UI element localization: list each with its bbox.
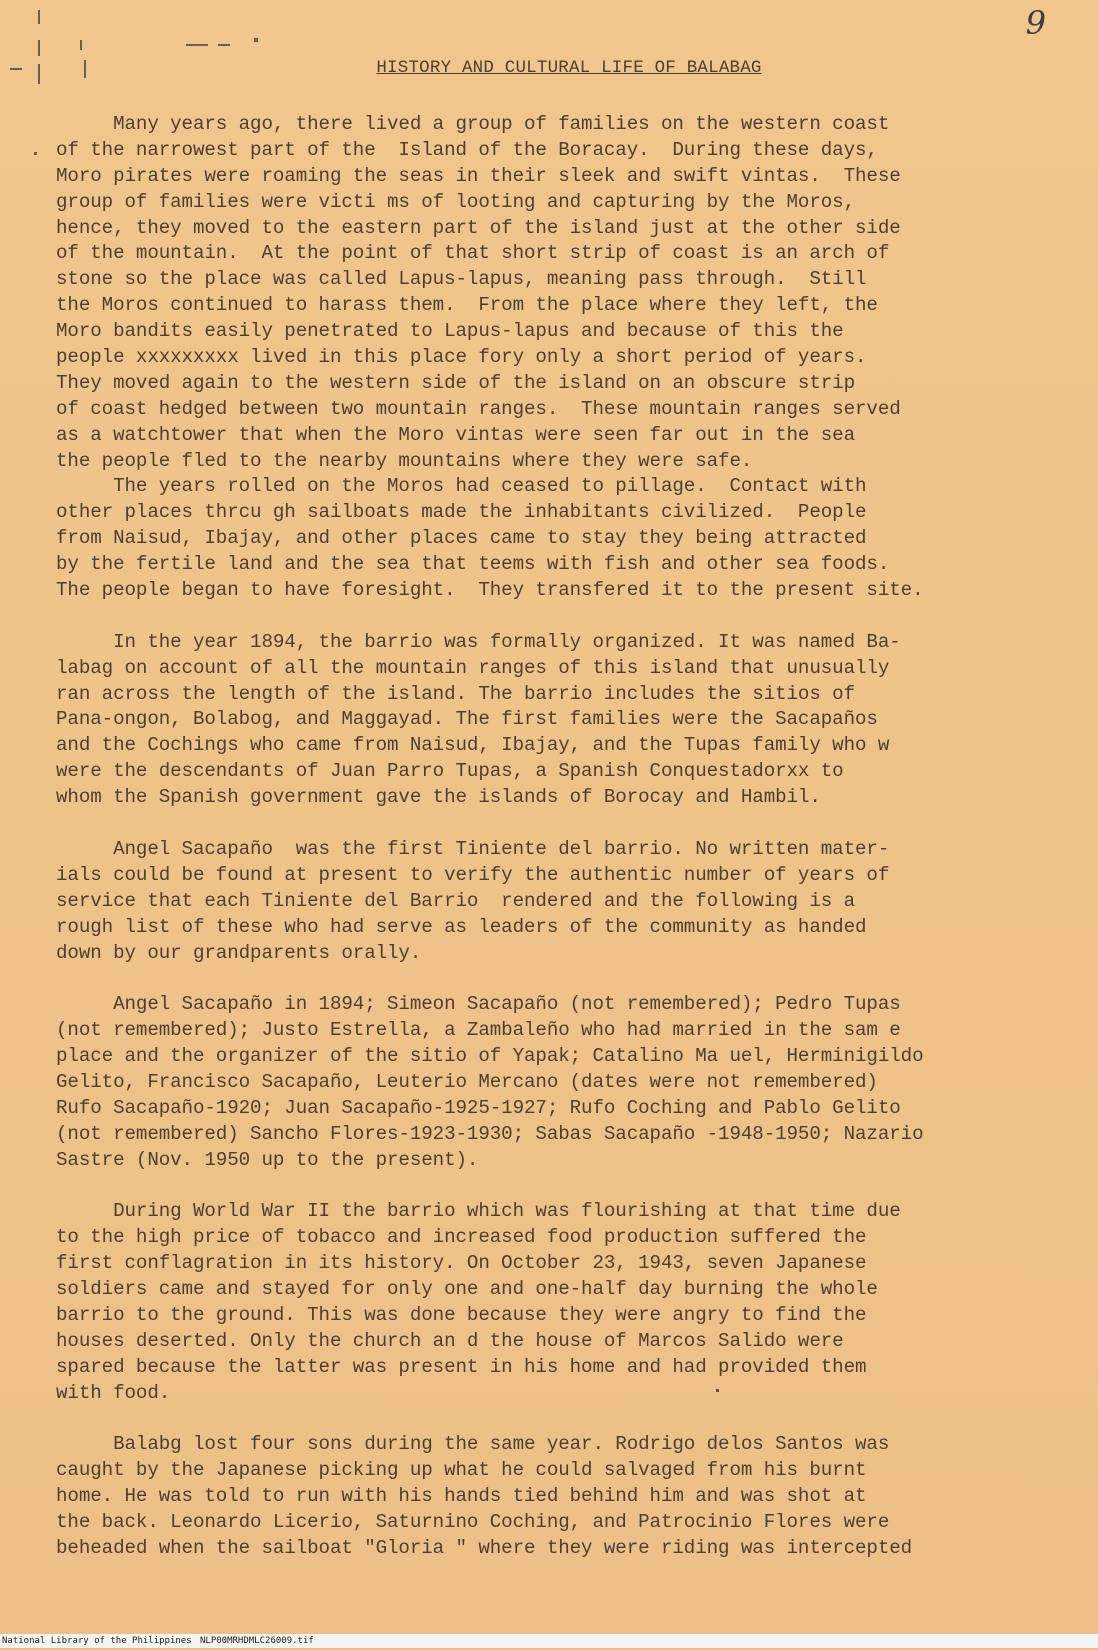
text-line: The people began to have foresight. They transfered it to the present site. bbox=[56, 579, 924, 602]
text-line: Balabg lost four sons during the same year. Rodrigo delos Santos was bbox=[56, 1433, 890, 1456]
text-line: spared because the latter was present in his home and had provided them bbox=[56, 1355, 867, 1378]
text-line: hence, they moved to the eastern part of the island just at the other side bbox=[56, 216, 901, 239]
text-line: of the narrowest part of the Island of the Boracay. During these days, bbox=[56, 138, 878, 161]
text-line: Many years ago, there lived a group of families on the western coast bbox=[56, 113, 890, 135]
text-line: ials could be found at present to verify the authentic number of years of bbox=[56, 863, 890, 886]
text-line: Moro pirates were roaming the seas in their sleek and swift vintas. These bbox=[56, 164, 901, 187]
text-line: ran across the length of the island. The barrio includes the sitios of bbox=[56, 682, 856, 705]
text-line: to the high price of tobacco and increased food production suffered the bbox=[56, 1226, 867, 1249]
text-line: The years rolled on the Moros had ceased to pillage. Contact with bbox=[56, 475, 867, 498]
text-line: and the Cochings who came from Naisud, Ibajay, and the Tupas family who w bbox=[56, 734, 890, 757]
paragraph-gap bbox=[56, 811, 1066, 837]
scan-footer bbox=[0, 1634, 1098, 1648]
text-line: the people fled to the nearby mountains where they were safe. bbox=[56, 449, 753, 472]
text-line: of the mountain. At the point of that short strip of coast is an arch of bbox=[56, 242, 890, 265]
footer-library: National Library of the Philippines bbox=[2, 1636, 192, 1646]
text-line: (not remembered) Sancho Flores-1923-1930; Sabas Sacapaño -1948-1950; Nazario bbox=[56, 1122, 924, 1145]
text-line: Angel Sacapaño was the first Tiniente del barrio. No written mater- bbox=[56, 837, 890, 860]
page-title: HISTORY AND CULTURAL LIFE OF BALABAG bbox=[376, 58, 762, 78]
paragraph-gap bbox=[56, 604, 1066, 630]
paragraph-gap bbox=[56, 1174, 1066, 1200]
ink-dot bbox=[716, 1389, 719, 1392]
text-line: down by our grandparents orally. bbox=[56, 941, 422, 964]
text-line: the back. Leonardo Licerio, Saturnino Coching, and Patrocinio Flores were bbox=[56, 1511, 890, 1534]
text-line: of coast hedged between two mountain ranges. These mountain ranges served bbox=[56, 397, 901, 420]
text-line: beheaded when the sailboat "Gloria " where they were riding was intercepted bbox=[56, 1536, 913, 1559]
text-line: rough list of these who had serve as leaders of the community as handed bbox=[56, 915, 867, 938]
paragraph-gap bbox=[56, 966, 1066, 992]
text-line: from Naisud, Ibajay, and other places came to stay they being attracted bbox=[56, 527, 867, 550]
text-line: caught by the Japanese picking up what he could salvaged from his burnt bbox=[56, 1459, 867, 1482]
text-line: Sastre (Nov. 1950 up to the present). bbox=[56, 1148, 479, 1171]
paragraph-gap bbox=[56, 1407, 1066, 1433]
text-line: stone so the place was called Lapus-lapus, meaning pass through. Still bbox=[56, 268, 867, 291]
text-line: They moved again to the western side of the island on an obscure strip bbox=[56, 371, 856, 394]
text-line: people xxxxxxxxx lived in this place fory only a short period of years. bbox=[56, 346, 867, 369]
document-body bbox=[56, 112, 1066, 1562]
text-line: with food. bbox=[56, 1381, 171, 1404]
text-line: whom the Spanish government gave the islands of Borocay and Hambil. bbox=[56, 786, 821, 809]
text-line: the Moros continued to harass them. From the place where they left, the bbox=[56, 294, 878, 317]
text-line: soldiers came and stayed for only one and one-half day burning the whole bbox=[56, 1278, 878, 1301]
page-number: 9 bbox=[1025, 4, 1046, 42]
text-line: Gelito, Francisco Sacapaño, Leuterio Mercano (dates were not remembered) bbox=[56, 1070, 878, 1093]
text-line: service that each Tiniente del Barrio rendered and the following is a bbox=[56, 889, 856, 912]
text-line: Angel Sacapaño in 1894; Simeon Sacapaño (not remembered); Pedro Tupas bbox=[56, 993, 901, 1016]
text-line: first conflagration in its history. On October 23, 1943, seven Japanese bbox=[56, 1252, 867, 1275]
text-line: other places thrcu gh sailboats made the inhabitants civilized. People bbox=[56, 501, 867, 524]
text-line: were the descendants of Juan Parro Tupas, a Spanish Conquestadorxx to bbox=[56, 760, 844, 783]
footer-filename: NLP00MRHDMLC26009.tif bbox=[200, 1636, 314, 1646]
text-line: Rufo Sacapaño-1920; Juan Sacapaño-1925-1927; Rufo Coching and Pablo Gelito bbox=[56, 1096, 901, 1119]
text-line: labag on account of all the mountain ranges of this island that unusually bbox=[56, 656, 890, 679]
text-line: Moro bandits easily penetrated to Lapus-lapus and because of this the bbox=[56, 320, 844, 343]
text-line: by the fertile land and the sea that teems with fish and other sea foods. bbox=[56, 553, 890, 576]
text-line: In the year 1894, the barrio was formally organized. It was named Ba- bbox=[56, 630, 901, 653]
text-line: place and the organizer of the sitio of Yapak; Catalino Ma uel, Herminigildo bbox=[56, 1045, 924, 1068]
text-line: houses deserted. Only the church an d the house of Marcos Salido were bbox=[56, 1329, 844, 1352]
text-line: During World War II the barrio which was flourishing at that time due bbox=[56, 1200, 901, 1223]
text-line: (not remembered); Justo Estrella, a Zambaleño who had married in the sam e bbox=[56, 1019, 901, 1042]
text-line: barrio to the ground. This was done because they were angry to find the bbox=[56, 1303, 867, 1326]
text-line: as a watchtower that when the Moro vintas were seen far out in the sea bbox=[56, 423, 856, 446]
text-line: group of families were victi ms of looting and capturing by the Moros, bbox=[56, 190, 856, 213]
text-line: Pana-ongon, Bolabog, and Maggayad. The first families were the Sacapaños bbox=[56, 708, 878, 731]
text-line: home. He was told to run with his hands tied behind him and was shot at bbox=[56, 1485, 867, 1508]
